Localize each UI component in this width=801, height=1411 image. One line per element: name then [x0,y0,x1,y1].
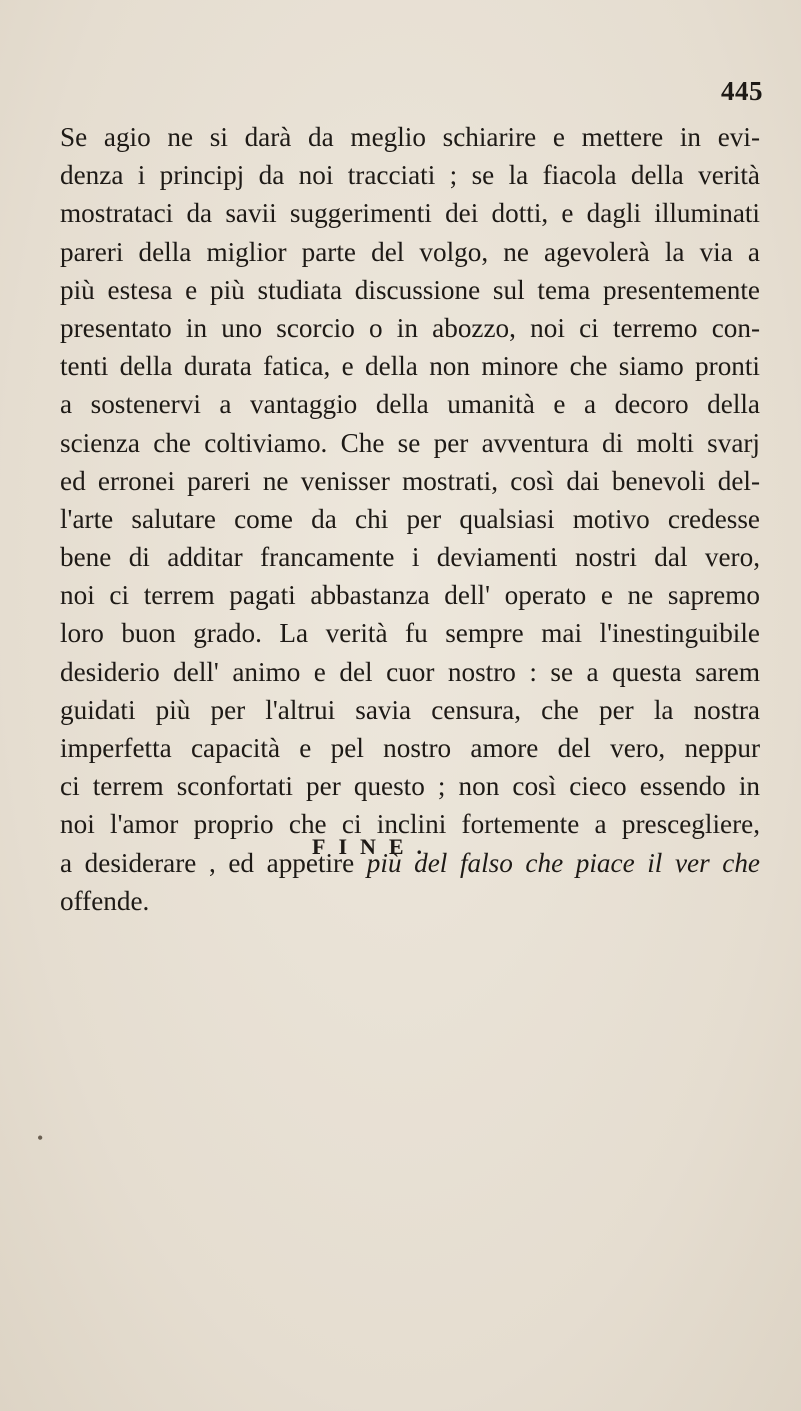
text-line-8: a sostenervi a vantaggio della umanità e a decoro della [60,389,760,420]
text-line-20-roman: a desiderare , ed appetire [60,847,355,878]
text-line-4: pareri della miglior parte del volgo, ne agevolerà la via a [60,236,760,267]
text-line-2: denza i principj da noi tracciati ; se la fiacola della verità [60,160,760,191]
text-line-5: più estesa e più studiata discussione sul tema presentemente [60,274,760,305]
text-line-9: scienza che coltiviamo. Che se per avventura di molti svarj [60,427,760,458]
text-line-13: noi ci terrem pagati abbastanza dell' operato e ne sapremo [60,580,760,611]
text-line-17: imperfetta capacità e pel nostro amore del vero, neppur [60,733,760,763]
text-line-12: bene di additar francamente i deviamenti nostri dal vero, [60,542,760,573]
finis-label: FINE. [312,834,436,859]
text-line-16: guidati più per l'altrui savia censura, che per la nostra [60,694,760,725]
text-line-7: tenti della durata fatica, e della non minore che siamo pronti [60,351,760,382]
text-line-20-italic: più del falso che piace il ver che [366,847,760,878]
ink-speck: • [37,1128,44,1148]
text-line-3: mostrataci da savii suggerimenti dei dotti, e dagli illuminati [60,198,760,229]
text-line-6: presentato in uno scorcio o in abozzo, noi ci terremo con- [60,312,760,343]
body-text [60,118,760,920]
text-line-1: Se agio ne si darà da meglio schiarire e mettere in evi- [60,122,760,152]
text-line-18: ci terrem sconfortati per questo ; non così cieco essendo in [60,771,760,802]
text-line-10: ed erronei pareri ne venisser mostrati, così dai benevoli del- [60,465,760,496]
text-line-14: loro buon grado. La verità fu sempre mai l'inestinguibile [60,618,760,649]
text-line-21: offende. [60,885,150,916]
page-number: 445 [721,76,763,106]
text-line-15: desiderio dell' animo e del cuor nostro : se a questa sarem [60,656,760,687]
text-line-19: noi l'amor proprio che ci inclini fortemente a prescegliere, [60,809,760,840]
text-line-11: l'arte salutare come da chi per qualsiasi motivo credesse [60,503,760,534]
